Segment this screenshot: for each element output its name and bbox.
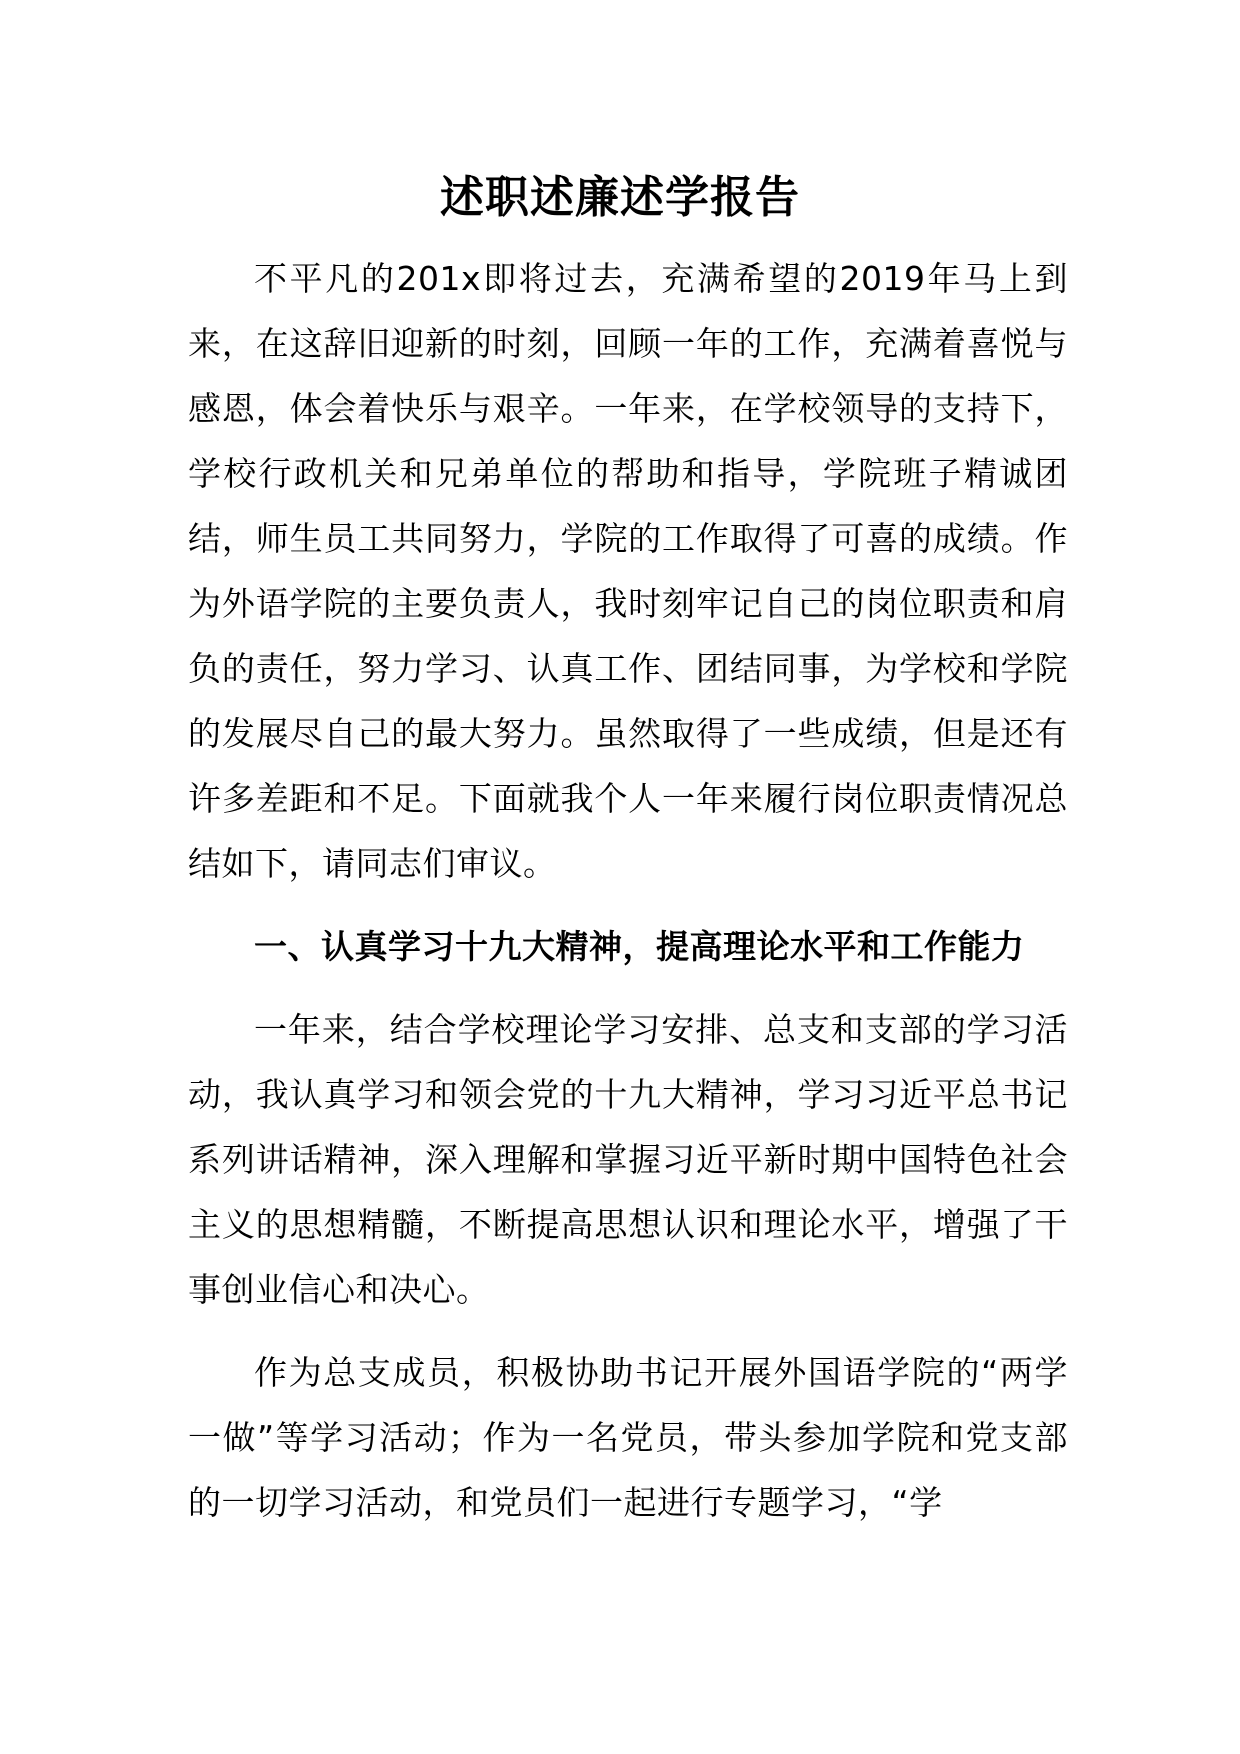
section-paragraph: 作为总支成员，积极协助书记开展外国语学院的“两学一做”等学习活动；作为一名党员，带头参加学院和党支部的一切学习活动，和党员们一起进行专题学习，“学 [188, 1353, 1068, 1522]
document-title: 述职述廉述学报告 [440, 172, 800, 223]
intro-paragraph: 不平凡的201x即将过去，充满希望的2019年马上到来，在这辞旧迎新的时刻，回顾一年的工作，充满着喜悦与感恩，体会着快乐与艰辛。一年来，在学校领导的支持下，学校行政机关和兄弟单位的帮助和指导，学院班子精诚团结，师生员工共同努力，学院的工作取得了可喜的成绩。作为外语学院的主要负责人，我时刻牢记自己的岗位职责和肩负的责任，努力学习、认真工作、团结同事，为学校和学院的发展尽自己的最大努力。虽然取得了一些成绩，但是还有许多差距和不足。下面就我个人一年来履行岗位职责情况总结如下，请同志们审议。 [188, 259, 1068, 883]
section-paragraph: 一年来，结合学校理论学习安排、总支和支部的学习活动，我认真学习和领会党的十九大精神，学习习近平总书记系列讲话精神，深入理解和掌握习近平新时期中国特色社会主义的思想精髓，不断提高思想认识和理论水平，增强了干事创业信心和决心。 [188, 1010, 1068, 1309]
section-heading: 一、认真学习十九大精神，提高理论水平和工作能力 [254, 927, 1025, 966]
document-body [188, 246, 1068, 1535]
